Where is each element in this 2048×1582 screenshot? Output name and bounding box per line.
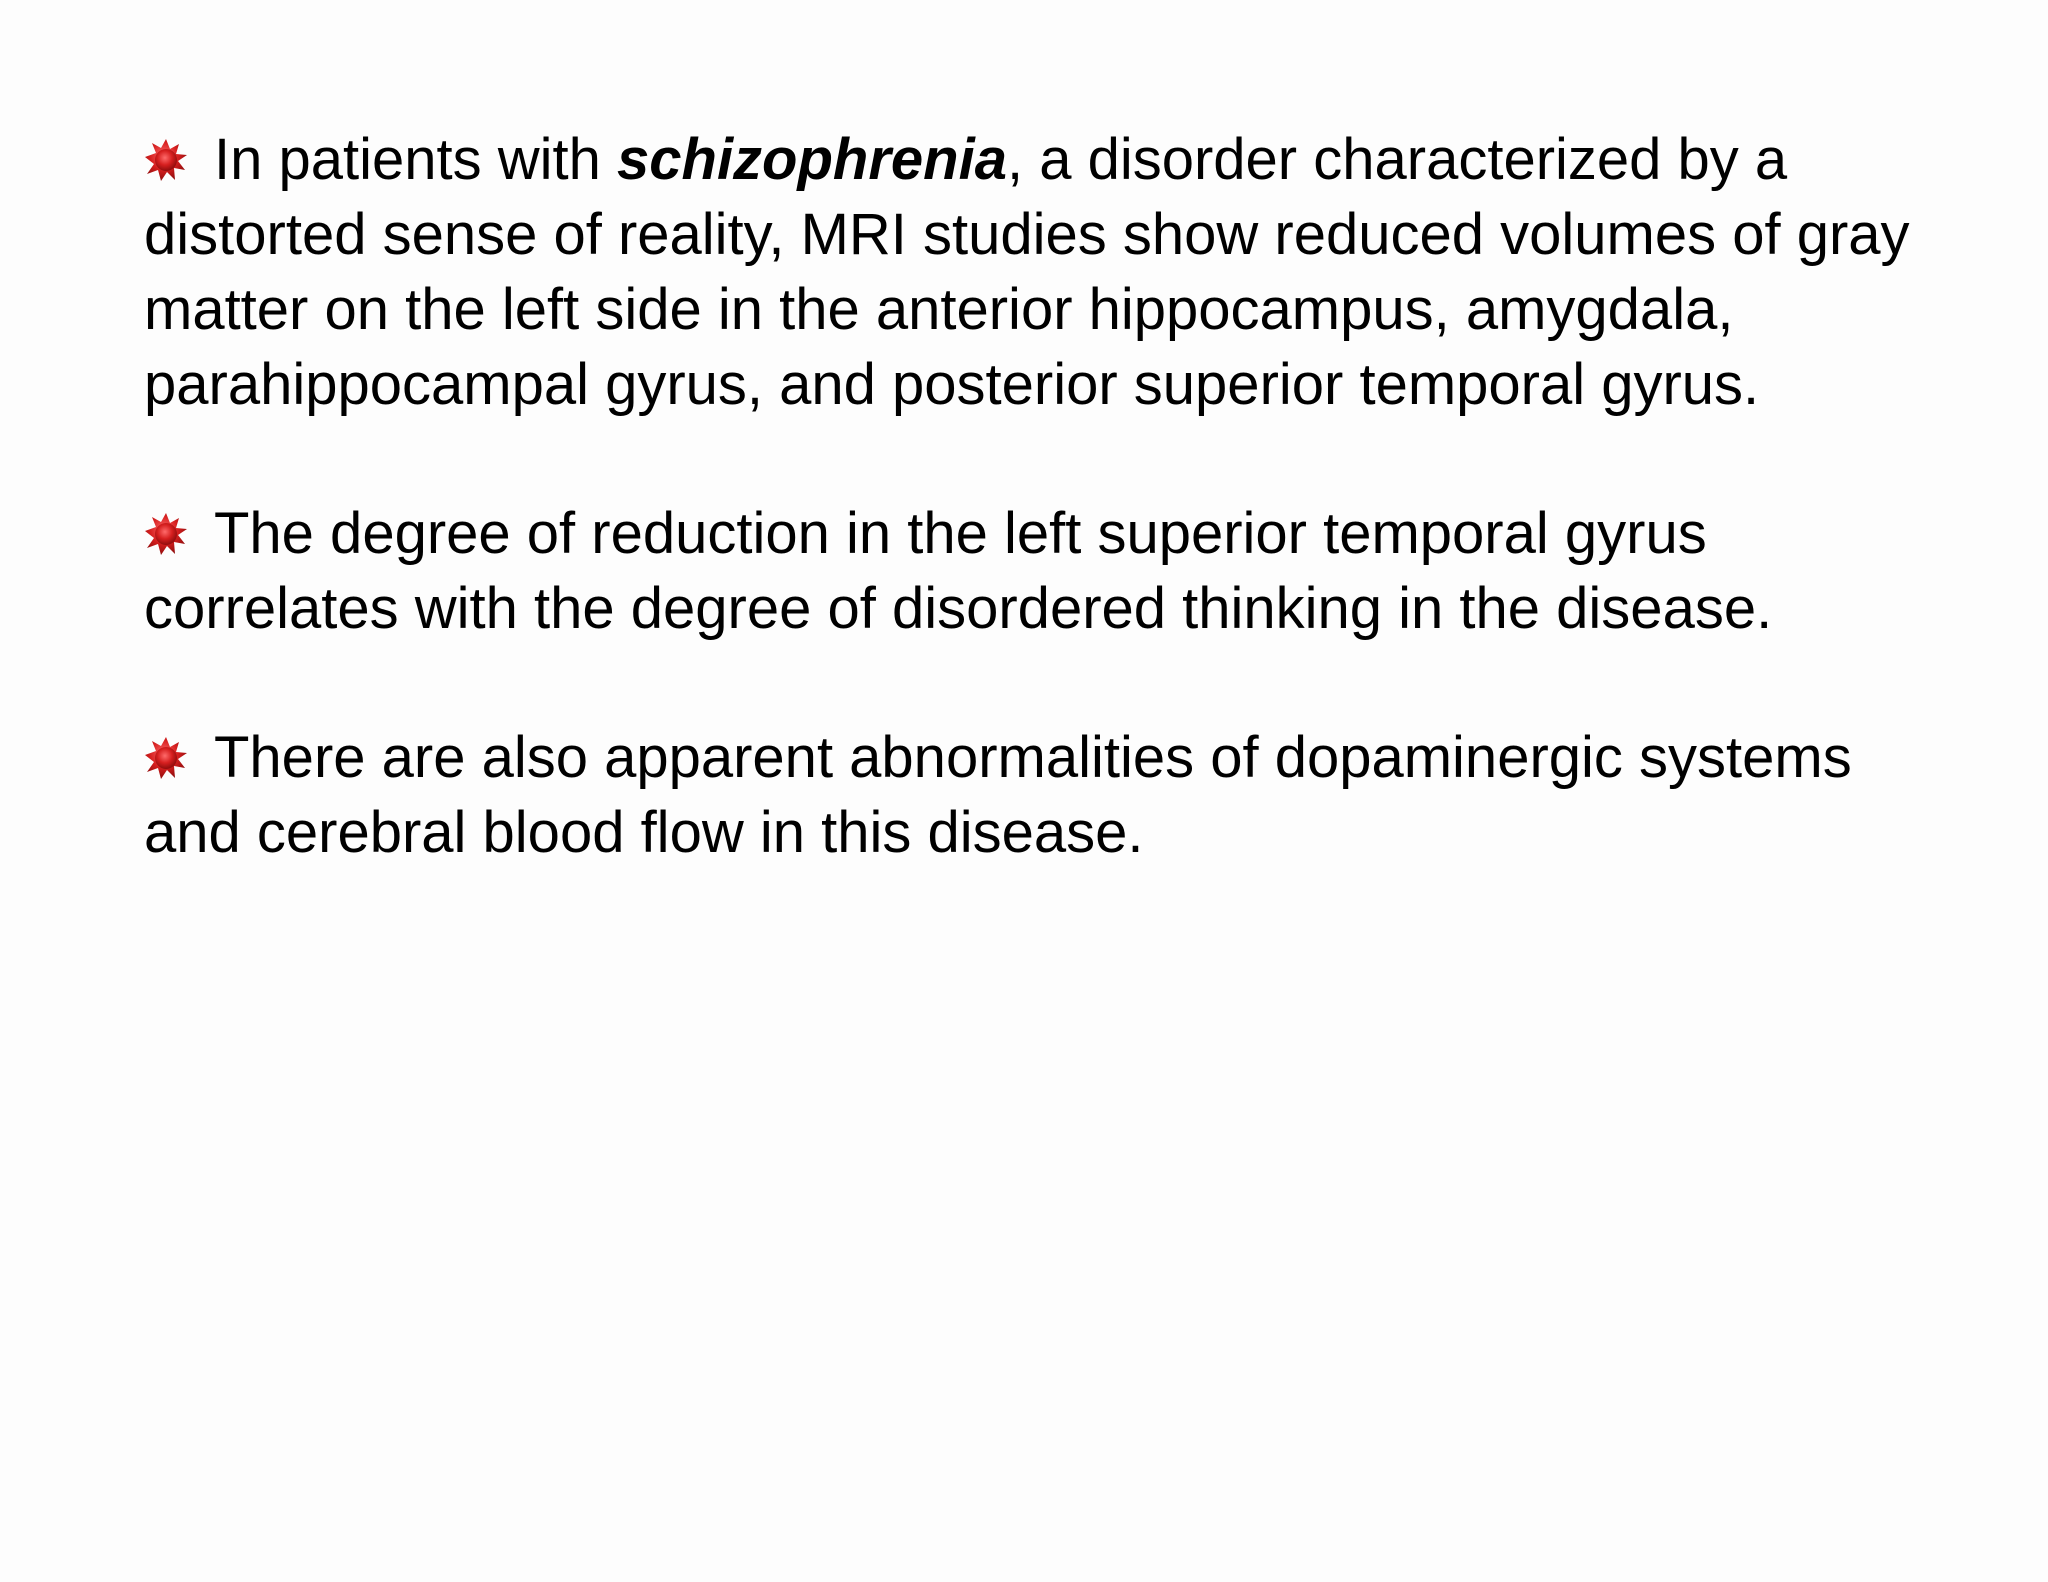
bullet-2-text: The degree of reduction in the left superior temporal gyrus correlates with the degree of disordered thinking in the disease. [144, 501, 1773, 641]
red-starburst-bullet-icon [144, 736, 188, 780]
bullet-list [144, 122, 1944, 870]
bullet-1-emphasis: schizophrenia [617, 127, 1007, 192]
bullet-item [144, 122, 1944, 422]
red-starburst-bullet-icon [144, 138, 188, 182]
bullet-1-text: , a disorder characterized by a distorted sense of reality, MRI studies show reduced volumes of gray matter on the left side in the anterior hippocampus, amygdala, parahippocampal gyrus, and posterior superior temporal gyrus. [144, 127, 1910, 417]
bullet-1-prefix: In patients with [214, 127, 617, 192]
bullet-item [144, 720, 1944, 870]
bullet-item [144, 496, 1944, 646]
red-starburst-bullet-icon [144, 512, 188, 556]
bullet-3-text: There are also apparent abnormalities of dopaminergic systems and cerebral blood flow in this disease. [144, 725, 1852, 865]
